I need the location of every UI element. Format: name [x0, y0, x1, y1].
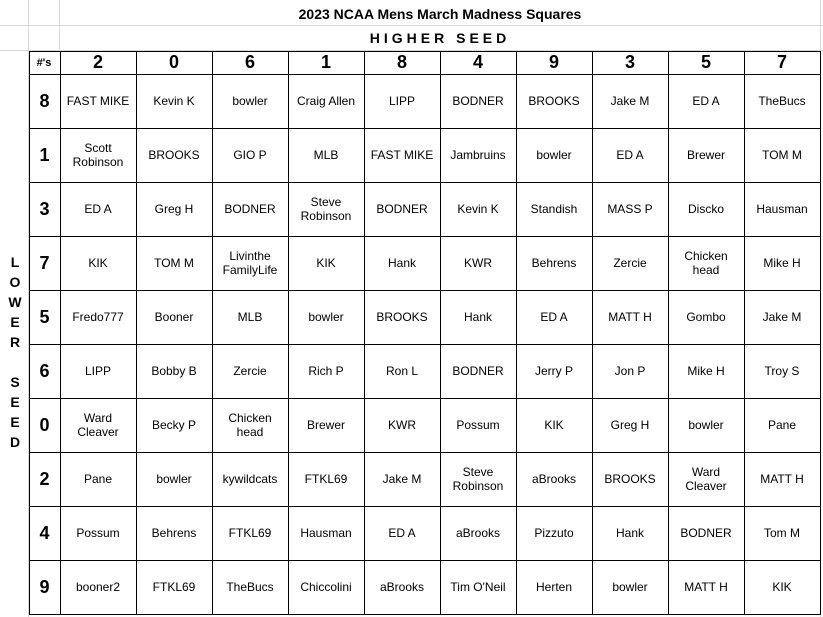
grid-border: [364, 51, 365, 615]
square-cell[interactable]: Pane: [83, 472, 113, 486]
square-cell[interactable]: bowler: [308, 310, 344, 324]
square-cell[interactable]: Bobby B: [151, 364, 197, 378]
row-number[interactable]: 5: [39, 306, 50, 327]
square-cell[interactable]: Hausman: [756, 202, 808, 216]
square-cell[interactable]: BROOKS: [604, 472, 656, 486]
square-cell[interactable]: bowler: [688, 418, 724, 432]
square-cell[interactable]: Gombo: [686, 310, 726, 324]
row-number[interactable]: 2: [39, 468, 50, 489]
square-cell[interactable]: bowler: [536, 148, 572, 162]
square-cell[interactable]: Jake M: [382, 472, 422, 486]
square-cell[interactable]: Hank: [615, 526, 644, 540]
column-number[interactable]: 6: [244, 52, 255, 72]
row-number[interactable]: 6: [39, 360, 50, 381]
square-cell[interactable]: FAST MIKE: [370, 148, 434, 162]
square-cell[interactable]: ED A: [388, 526, 416, 540]
grid-border: [29, 344, 820, 345]
square-cell[interactable]: BROOKS: [148, 148, 200, 162]
square-cell[interactable]: MATT H: [684, 580, 728, 594]
column-number[interactable]: 9: [548, 52, 559, 72]
grid-border: [29, 614, 820, 615]
grid-border: [820, 51, 821, 615]
square-cell[interactable]: ED A: [540, 310, 568, 324]
square-cell[interactable]: BROOKS: [376, 310, 428, 324]
square-cell[interactable]: ED A: [84, 202, 112, 216]
square-cell[interactable]: Behrens: [151, 526, 197, 540]
square-cell[interactable]: Ron L: [385, 364, 419, 378]
square-cell[interactable]: BODNER: [680, 526, 732, 540]
square-cell[interactable]: Jake M: [762, 310, 802, 324]
grid-border: [29, 236, 820, 237]
square-cell[interactable]: BROOKS: [528, 94, 580, 108]
grid-border: [440, 51, 441, 615]
square-cell[interactable]: Pizzuto: [534, 526, 574, 540]
grid-border: [592, 51, 593, 615]
column-number[interactable]: 7: [776, 52, 787, 72]
square-cell[interactable]: FTKL69: [304, 472, 348, 486]
square-cell[interactable]: Brewer: [686, 148, 725, 162]
square-cell[interactable]: TOM M: [762, 148, 802, 162]
grid-border: [29, 452, 820, 453]
row-number[interactable]: 1: [39, 144, 50, 165]
grid-border: [29, 51, 30, 614]
square-cell[interactable]: KIK: [316, 256, 336, 270]
square-cell[interactable]: Ward Cleaver: [77, 411, 119, 439]
square-cell[interactable]: Becky P: [151, 418, 196, 432]
square-cell[interactable]: Jake M: [610, 94, 650, 108]
square-cell[interactable]: aBrooks: [531, 472, 577, 486]
square-cell[interactable]: Jon P: [614, 364, 646, 378]
gridline: [0, 25, 823, 26]
square-cell[interactable]: Zercie: [233, 364, 267, 378]
column-number[interactable]: 0: [168, 52, 179, 72]
square-cell[interactable]: Steve Robinson: [452, 465, 504, 493]
square-cell[interactable]: bowler: [612, 580, 648, 594]
square-cell[interactable]: Pane: [767, 418, 797, 432]
square-cell[interactable]: Steve Robinson: [300, 195, 352, 223]
grid-border: [136, 51, 137, 615]
grid-border: [744, 51, 745, 615]
grid-border: [288, 51, 289, 615]
row-number[interactable]: 8: [39, 90, 50, 111]
column-number[interactable]: 3: [624, 52, 635, 72]
grid-border: [212, 51, 213, 615]
square-cell[interactable]: KIK: [772, 580, 792, 594]
square-cell[interactable]: Troy S: [764, 364, 800, 378]
square-cell[interactable]: Chicken head: [228, 411, 272, 439]
square-cell[interactable]: MASS P: [607, 202, 653, 216]
square-cell[interactable]: Greg H: [610, 418, 650, 432]
square-cell[interactable]: BODNER: [452, 364, 504, 378]
square-cell[interactable]: Rich P: [308, 364, 344, 378]
square-cell[interactable]: aBrooks: [379, 580, 425, 594]
square-cell[interactable]: Booner: [154, 310, 194, 324]
grid-border: [29, 51, 820, 52]
square-cell[interactable]: MLB: [313, 148, 339, 162]
corner-label[interactable]: #'s: [36, 56, 52, 69]
square-cell[interactable]: Behrens: [531, 256, 577, 270]
square-cell[interactable]: Jerry P: [534, 364, 573, 378]
square-cell[interactable]: BODNER: [452, 94, 504, 108]
square-cell[interactable]: Ward Cleaver: [685, 465, 727, 493]
square-cell[interactable]: FTKL69: [228, 526, 272, 540]
square-cell[interactable]: Mike H: [687, 364, 725, 378]
square-cell[interactable]: Brewer: [306, 418, 345, 432]
square-cell[interactable]: Livinthe FamilyLife: [222, 249, 278, 277]
row-number[interactable]: 3: [39, 198, 50, 219]
row-number[interactable]: 9: [39, 576, 50, 597]
square-cell[interactable]: KWR: [388, 418, 416, 432]
square-cell[interactable]: booner2: [75, 580, 121, 594]
square-cell[interactable]: MATT H: [760, 472, 804, 486]
grid-border: [29, 74, 820, 75]
square-cell[interactable]: Hank: [387, 256, 416, 270]
column-number[interactable]: 5: [700, 52, 711, 72]
square-cell[interactable]: bowler: [232, 94, 268, 108]
gridline: [59, 0, 60, 51]
square-cell[interactable]: Craig Allen: [296, 94, 356, 108]
square-cell[interactable]: Fredo777: [72, 310, 124, 324]
square-cell[interactable]: KWR: [464, 256, 492, 270]
square-cell[interactable]: FTKL69: [152, 580, 196, 594]
square-cell[interactable]: Jambruins: [450, 148, 506, 162]
sheet-title[interactable]: 2023 NCAA Mens March Madness Squares: [298, 5, 582, 22]
square-cell[interactable]: MLB: [237, 310, 263, 324]
square-cell[interactable]: Possum: [456, 418, 500, 432]
grid-border: [668, 51, 669, 615]
square-cell[interactable]: Chicken head: [684, 249, 728, 277]
column-number[interactable]: 2: [92, 52, 103, 72]
square-cell[interactable]: Kevin K: [457, 202, 499, 216]
square-cell[interactable]: TOM M: [154, 256, 194, 270]
square-cell[interactable]: TheBucs: [758, 94, 806, 108]
square-cell[interactable]: Tim O'Neil: [450, 580, 506, 594]
row-number[interactable]: 4: [39, 522, 50, 543]
square-cell[interactable]: Mike H: [763, 256, 801, 270]
square-cell[interactable]: KIK: [544, 418, 564, 432]
row-number[interactable]: 7: [39, 252, 50, 273]
column-number[interactable]: 1: [320, 52, 331, 72]
grid-border: [29, 560, 820, 561]
square-cell[interactable]: BODNER: [224, 202, 276, 216]
square-cell[interactable]: ED A: [616, 148, 644, 162]
square-cell[interactable]: ED A: [692, 94, 720, 108]
grid-border: [516, 51, 517, 615]
square-cell[interactable]: BODNER: [376, 202, 428, 216]
square-cell[interactable]: Greg H: [154, 202, 194, 216]
grid-border: [29, 290, 820, 291]
square-cell[interactable]: LIPP: [84, 364, 111, 378]
square-cell[interactable]: Standish: [530, 202, 578, 216]
square-cell[interactable]: aBrooks: [455, 526, 501, 540]
square-cell[interactable]: Kevin K: [153, 94, 195, 108]
grid-border: [29, 182, 820, 183]
lower-seed-label[interactable]: L O W E R S E E D: [8, 254, 22, 450]
square-cell[interactable]: Chiccolini: [300, 580, 352, 594]
square-cell[interactable]: Hausman: [300, 526, 352, 540]
square-cell[interactable]: LIPP: [388, 94, 415, 108]
square-cell[interactable]: TheBucs: [226, 580, 274, 594]
square-cell[interactable]: KIK: [88, 256, 108, 270]
square-cell[interactable]: Zercie: [613, 256, 647, 270]
square-cell[interactable]: Tom M: [764, 526, 800, 540]
square-cell[interactable]: Herten: [535, 580, 573, 594]
grid-border: [29, 128, 820, 129]
square-cell[interactable]: FAST MIKE: [66, 94, 130, 108]
square-cell[interactable]: Scott Robinson: [72, 141, 124, 169]
row-number[interactable]: 0: [39, 414, 50, 435]
square-cell[interactable]: Hank: [463, 310, 492, 324]
square-cell[interactable]: bowler: [156, 472, 192, 486]
grid-border: [29, 506, 820, 507]
square-cell[interactable]: GIO P: [233, 148, 267, 162]
higher-seed-label[interactable]: HIGHER SEED: [369, 30, 511, 46]
column-number[interactable]: 8: [396, 52, 407, 72]
grid-border: [29, 398, 820, 399]
square-cell[interactable]: kywildcats: [222, 472, 278, 486]
column-number[interactable]: 4: [472, 52, 483, 72]
square-cell[interactable]: MATT H: [608, 310, 652, 324]
grid-border: [60, 51, 61, 615]
square-cell[interactable]: Discko: [687, 202, 724, 216]
square-cell[interactable]: Possum: [76, 526, 120, 540]
